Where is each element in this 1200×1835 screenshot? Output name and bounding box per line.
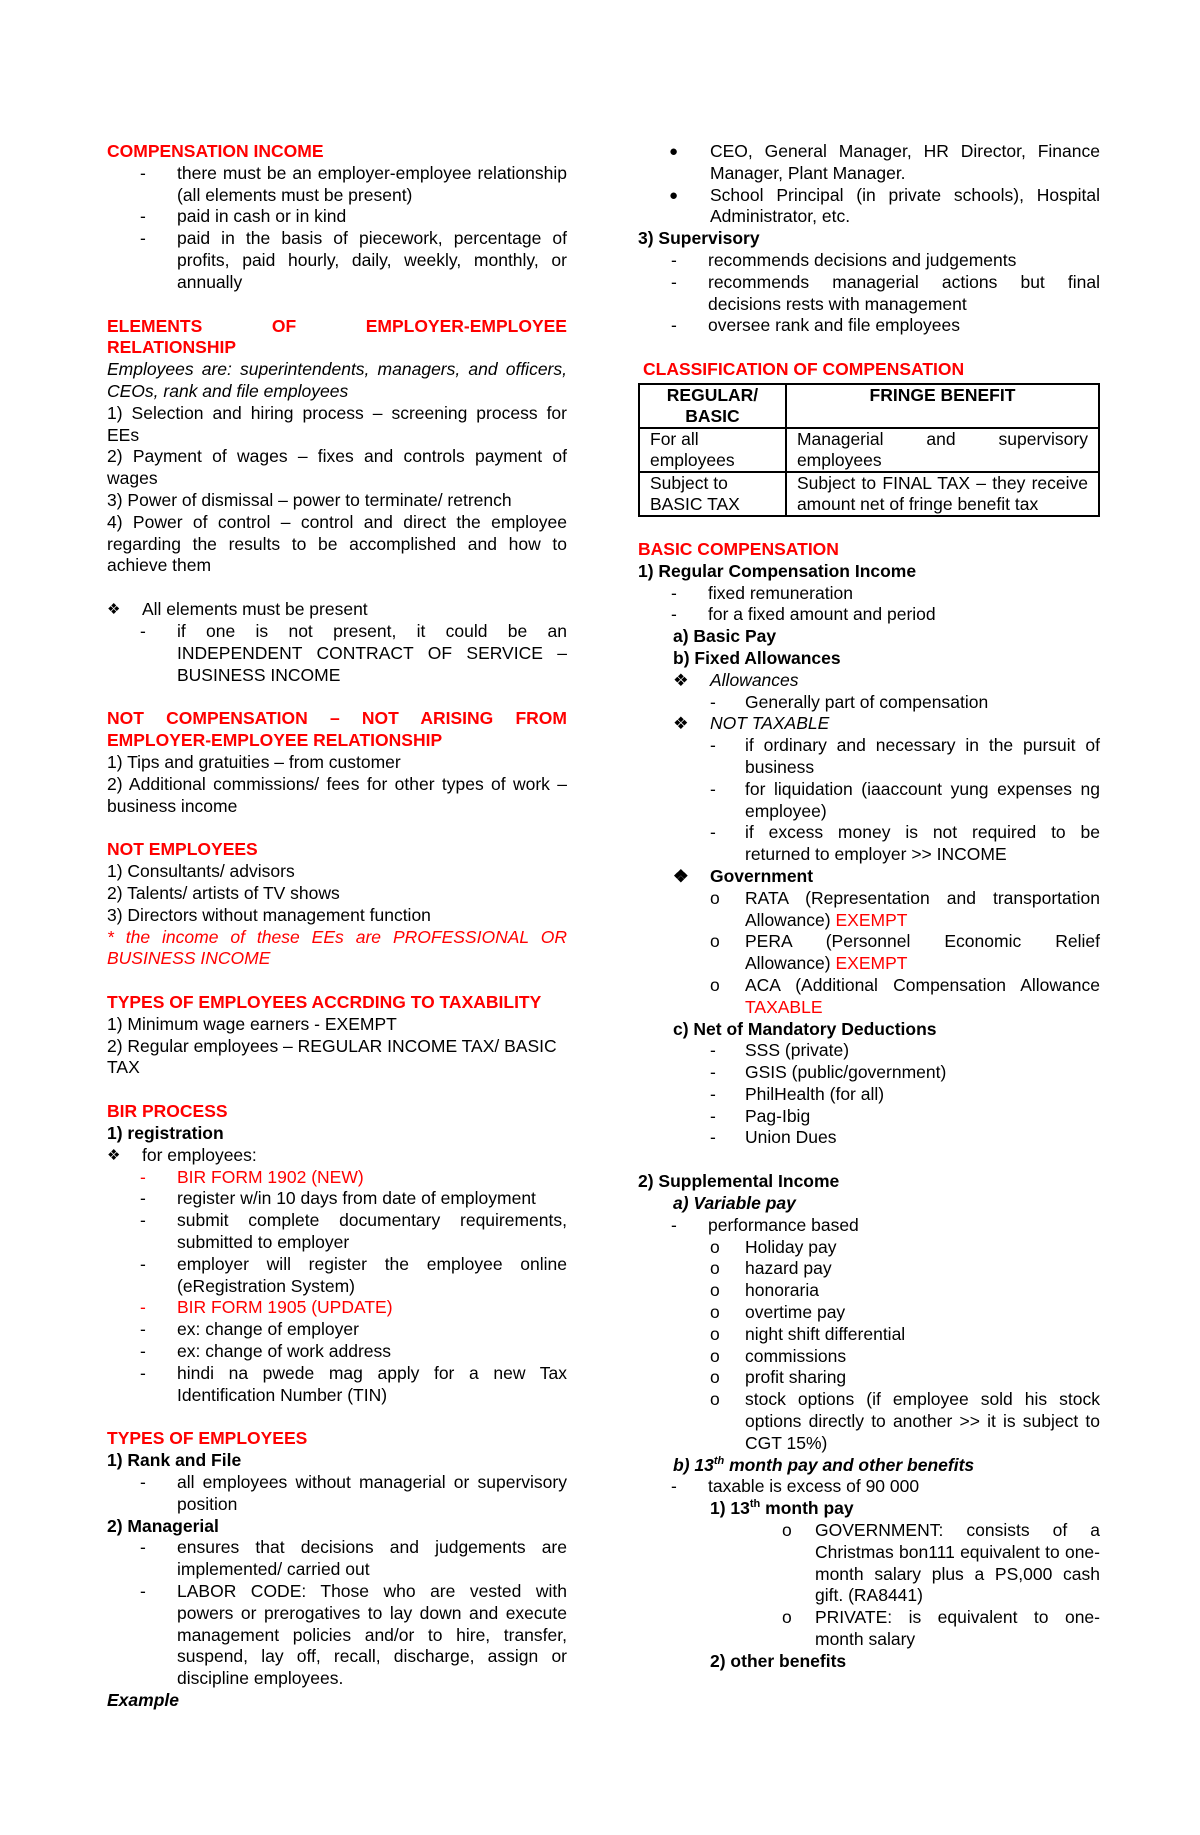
list-item: o RATA (Representation and transportation Allowance) EXEMPT [710,887,1100,930]
list-item: - oversee rank and file employees [671,315,960,336]
table-cell: Managerial and supervisory employees [786,428,1099,472]
classification-heading: CLASSIFICATION OF COMPENSATION [643,359,965,380]
list-item: ❖ Allowances [673,669,799,690]
not-compensation-heading: NOT COMPENSATION – NOT ARISING FROM EMPLOYER-EMPLOYEE RELATIONSHIP [107,708,567,751]
list-item: - employer will register the employee online (eRegistration System) [140,1253,567,1296]
list-item: o commissions [710,1345,847,1366]
list-item: - if one is not present, it could be an INDEPENDENT CONTRACT OF SERVICE – BUSINESS INCOME [140,620,567,685]
diamond-bullet-icon: ❖ [107,1146,121,1164]
list-item: - GSIS (public/government) [710,1062,947,1083]
list-item: - Generally part of compensation [710,691,989,712]
list-item: 1) Selection and hiring process – screening process for EEs [107,402,567,445]
basic-compensation-heading: BASIC COMPENSATION [638,538,839,559]
list-item: ● CEO, General Manager, HR Director, Finance Manager, Plant Manager. [669,141,1100,183]
list-item: - there must be an employer-employee relationship (all elements must be present) [140,162,567,205]
list-item: - recommends decisions and judgements [671,249,1017,270]
list-item: - taxable is excess of 90 000 [671,1476,920,1497]
list-item: - submit complete documentary requirements, submitted to employer [140,1210,567,1253]
table-cell: Subject to BASIC TAX [639,472,786,516]
supervisory-subheading: 3) Supervisory [638,228,760,249]
list-item: - Pag-Ibig [710,1105,811,1126]
fixed-allowances-subheading: b) Fixed Allowances [673,647,841,668]
list-item: - ex: change of work address [140,1341,392,1362]
list-item: 1) Tips and gratuities – from customer [107,751,401,772]
list-item: o night shift differential [710,1323,906,1344]
list-item: - ensures that decisions and judgements are implemented/ carried out [140,1537,567,1580]
list-item: o stock options (if employee sold his stock options directly to another >> it is subject to CGT 15%) [710,1389,1100,1453]
list-item: o hazard pay [710,1258,832,1279]
list-item: ❖ All elements must be present [107,599,368,620]
left-column [107,141,567,1712]
not-employees-heading: NOT EMPLOYEES [107,839,258,860]
list-item: - hindi na pwede mag apply for a new Tax Identification Number (TIN) [140,1362,567,1405]
list-item: - LABOR CODE: Those who are vested with powers or prerogatives to lay down and execute management policies and/or to hire, transfer, suspend, lay off, recall, discharge, assign or discipline employees. [140,1581,567,1689]
list-item: - recommends managerial actions but final decisions rests with management [671,271,1100,314]
list-item: o PERA (Personnel Economic Relief Allowance) EXEMPT [710,931,1100,974]
compensation-income-heading: COMPENSATION INCOME [107,141,324,161]
list-item: - paid in cash or in kind [140,206,347,227]
bullet-icon: ● [669,186,679,204]
list-item: - register w/in 10 days from date of employment [140,1188,536,1209]
list-item: - BIR FORM 1905 (UPDATE) [140,1297,393,1318]
list-item: o honoraria [710,1280,819,1301]
list-item: 1) Consultants/ advisors [107,861,295,882]
list-item: 4) Power of control – control and direct the employee regarding the results to be accomplished and how to achieve them [107,511,567,576]
list-item: - SSS (private) [710,1040,850,1061]
elements-heading-cont: RELATIONSHIP [107,337,236,358]
list-item: - for liquidation (iaaccount yung expenses ng employee) [710,778,1100,821]
basic-pay-subheading: a) Basic Pay [673,626,777,647]
list-item: o overtime pay [710,1302,846,1323]
list-item: ❖ NOT TAXABLE [673,713,830,734]
types-employees-heading: TYPES OF EMPLOYEES [107,1428,308,1449]
right-column [638,141,1100,1673]
list-item: - if excess money is not required to be returned to employer >> INCOME [710,822,1100,865]
list-item: o GOVERNMENT: consists of a Christmas bon111 equivalent to one-month salary plus a PS,000 cash gift. (RA8441) [782,1520,1100,1606]
list-item: - all employees without managerial or supervisory position [140,1472,567,1514]
list-item: ❖ Government [673,865,814,886]
example-label: Example [107,1690,179,1710]
table-header: REGULAR/ BASIC [639,384,786,428]
thirteenth-month-pay-subheading: 1) 13th month pay [710,1498,854,1519]
table-cell: Subject to FINAL TAX – they receive amount net of fringe benefit tax [786,472,1099,516]
list-item: o ACA (Additional Compensation Allowance TAXABLE [710,974,1100,1017]
diamond-bullet-icon: ❖ [673,865,689,886]
list-item: - if ordinary and necessary in the pursuit of business [710,735,1100,777]
list-item: - performance based [671,1214,859,1235]
list-item: 2) Additional commissions/ fees for other types of work – business income [107,773,567,816]
variable-pay-subheading: a) Variable pay [673,1193,796,1214]
table-header: FRINGE BENEFIT [786,384,1099,428]
diamond-bullet-icon: ❖ [673,713,689,734]
list-item: - Union Dues [710,1127,837,1148]
types-taxability-heading: TYPES OF EMPLOYEES ACCRDING TO TAXABILITY [107,992,542,1013]
list-item: 3) Power of dismissal – power to terminate/ retrench [107,489,512,510]
list-item: - fixed remuneration [671,582,853,603]
regular-compensation-subheading: 1) Regular Compensation Income [638,560,917,581]
list-item: o profit sharing [710,1367,847,1388]
bullet-icon: ● [669,143,679,160]
list-item: - PhilHealth (for all) [710,1083,885,1104]
table-cell: For all employees [639,428,786,472]
list-item: ❖ for employees: [107,1144,257,1165]
registration-subheading: 1) registration [107,1123,224,1144]
managerial-subheading: 2) Managerial [107,1515,219,1536]
bir-process-heading: BIR PROCESS [107,1101,228,1122]
list-item: - BIR FORM 1902 (NEW) [140,1166,364,1187]
list-item: o Holiday pay [710,1236,837,1257]
other-benefits-subheading: 2) other benefits [710,1650,847,1671]
list-item: o PRIVATE: is equivalent to one-month salary [782,1607,1100,1650]
supplemental-income-subheading: 2) Supplemental Income [638,1171,840,1192]
diamond-bullet-icon: ❖ [673,669,689,690]
rank-file-subheading: 1) Rank and File [107,1450,242,1471]
elements-heading: ELEMENTS OF EMPLOYER-EMPLOYEE [107,315,567,336]
list-item: ● School Principal (in private schools), Hospital Administrator, etc. [669,184,1100,227]
list-item: 1) Minimum wage earners - EXEMPT [107,1013,397,1034]
list-item: 2) Talents/ artists of TV shows [107,882,340,903]
list-item: - ex: change of employer [140,1319,359,1340]
list-item: - for a fixed amount and period [671,604,936,625]
not-employees-note: * the income of these EEs are PROFESSIONAL OR BUSINESS INCOME [107,926,567,969]
thirteenth-month-subheading: b) 13th month pay and other benefits [673,1454,975,1475]
elements-intro: Employees are: superintendents, managers, and officers, CEOs, rank and file employees [107,359,567,401]
classification-table [638,383,1100,517]
list-item: 2) Payment of wages – fixes and controls payment of wages [107,446,567,489]
list-item: 3) Directors without management function [107,904,431,925]
mandatory-deductions-subheading: c) Net of Mandatory Deductions [673,1018,937,1039]
list-item: - paid in the basis of piecework, percentage of profits, paid hourly, daily, weekly, monthly, or annually [140,228,567,292]
diamond-bullet-icon: ❖ [107,601,121,619]
list-item: 2) Regular employees – REGULAR INCOME TAX/ BASIC TAX [107,1035,557,1078]
